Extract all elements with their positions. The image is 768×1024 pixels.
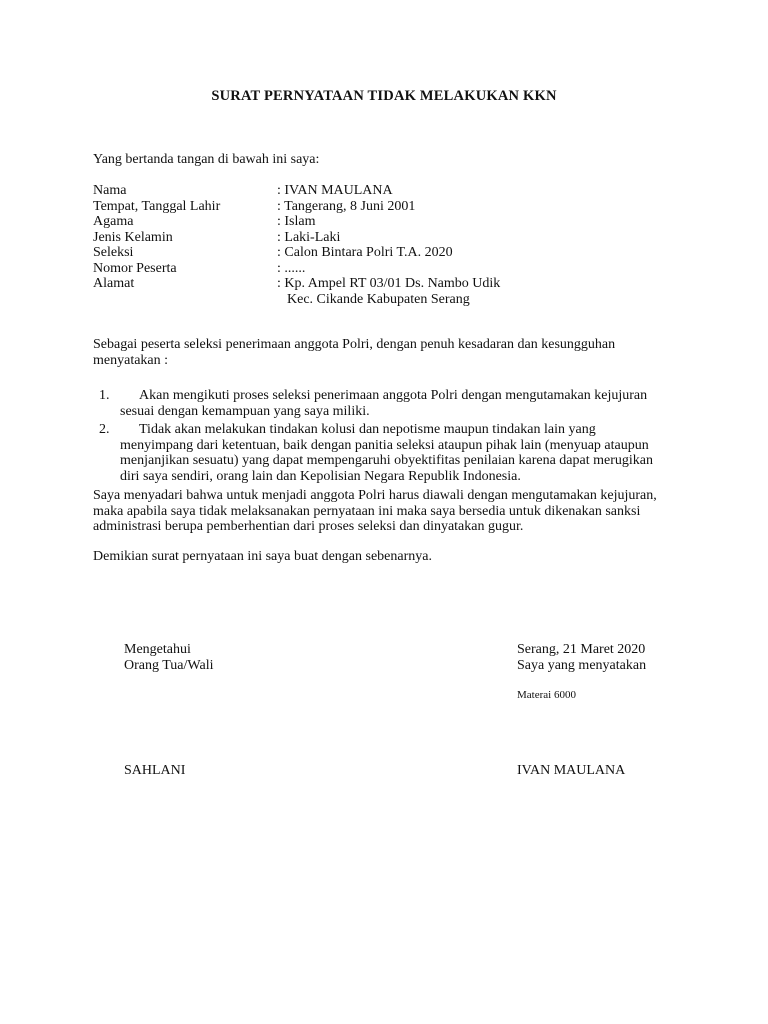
list-item-line: diri saya sendiri, orang lain dan Kepolisian Negara Republik Indonesia. bbox=[120, 468, 521, 484]
signature-right-line: Serang, 21 Maret 2020 bbox=[517, 642, 646, 657]
signature-right bbox=[517, 642, 646, 673]
identity-label bbox=[93, 292, 277, 308]
identity-row-seleksi bbox=[93, 245, 693, 261]
identity-value: : ...... bbox=[277, 260, 306, 276]
identity-value: : Kp. Ampel RT 03/01 Ds. Nambo Udik bbox=[277, 276, 501, 291]
identity-label: Nomor Peserta bbox=[93, 260, 177, 276]
signature-right-name: IVAN MAULANA bbox=[517, 763, 626, 778]
list-item-line: Tidak akan melakukan tindakan kolusi dan nepotisme maupun tindakan lain yang bbox=[139, 422, 596, 437]
identity-value: Kec. Cikande Kabupaten Serang bbox=[287, 291, 470, 307]
identity-row-ttl bbox=[93, 199, 693, 215]
identity-row-agama bbox=[93, 214, 693, 230]
identity-label: Nama bbox=[93, 183, 127, 198]
signature-left bbox=[124, 642, 213, 673]
signature-left-line: Orang Tua/Wali bbox=[124, 657, 214, 673]
identity-label: Seleksi bbox=[93, 245, 134, 260]
statement-intro-line: Sebagai peserta seleksi penerimaan anggota Polri, dengan penuh kesadaran dan kesungguhan bbox=[93, 337, 616, 352]
statement-intro-line: menyatakan : bbox=[93, 352, 169, 368]
identity-label: Tempat, Tanggal Lahir bbox=[93, 198, 221, 214]
identity-row-nama bbox=[93, 183, 693, 199]
identity-row-nomor-peserta bbox=[93, 261, 693, 277]
awareness-line: maka apabila saya tidak melaksanakan pernyataan ini maka saya bersedia untuk dikenakan sanksi bbox=[93, 503, 641, 519]
intro-text: Yang bertanda tangan di bawah ini saya: bbox=[93, 152, 320, 167]
awareness-line: administrasi berupa pemberhentian dari proses seleksi dan dinyatakan gugur. bbox=[93, 519, 524, 534]
materai-label: Materai 6000 bbox=[517, 689, 576, 701]
list-item-line: sesuai dengan kemampuan yang saya miliki. bbox=[120, 403, 370, 419]
signature-right-line: Saya yang menyatakan bbox=[517, 657, 647, 673]
signature-left-name: SAHLANI bbox=[124, 763, 186, 778]
list-item-line: menjanjikan sesuatu) yang dapat mempengaruhi obyektifitas penilaian karena dapat merugikan bbox=[120, 453, 653, 468]
list-item-line: menyimpang dari ketentuan, baik dengan panitia seleksi ataupun pihak lain (menyuap ataupun bbox=[120, 437, 649, 453]
identity-value: : Tangerang, 8 Juni 2001 bbox=[277, 198, 416, 214]
identity-value: : Calon Bintara Polri T.A. 2020 bbox=[277, 245, 453, 260]
identity-label: Agama bbox=[93, 214, 134, 229]
identity-label: Alamat bbox=[93, 276, 135, 291]
signature-left-line: Mengetahui bbox=[124, 642, 191, 657]
identity-row-alamat bbox=[93, 276, 693, 292]
identity-table bbox=[93, 183, 693, 307]
identity-value: : Islam bbox=[277, 214, 316, 229]
closing-text: Demikian surat pernyataan ini saya buat dengan sebenarnya. bbox=[93, 549, 432, 564]
identity-value: : Laki-Laki bbox=[277, 229, 341, 245]
awareness-line: Saya menyadari bahwa untuk menjadi anggota Polri harus diawali dengan mengutamakan kejujuran, bbox=[93, 488, 657, 503]
identity-label: Jenis Kelamin bbox=[93, 229, 173, 245]
statement-list bbox=[93, 388, 678, 484]
document-title: SURAT PERNYATAAN TIDAK MELAKUKAN KKN bbox=[211, 88, 557, 104]
list-item-number: 1. bbox=[99, 388, 110, 403]
list-item-line: Akan mengikuti proses seleksi penerimaan anggota Polri dengan mengutamakan kejujuran bbox=[139, 388, 648, 403]
list-item bbox=[93, 422, 678, 484]
identity-row-alamat-cont bbox=[93, 292, 693, 308]
list-item-number: 2. bbox=[99, 422, 110, 437]
identity-value: : IVAN MAULANA bbox=[277, 183, 393, 198]
list-item bbox=[93, 388, 678, 419]
identity-row-jenis-kelamin bbox=[93, 230, 693, 246]
statement-intro bbox=[93, 337, 678, 368]
awareness-paragraph bbox=[93, 488, 678, 535]
